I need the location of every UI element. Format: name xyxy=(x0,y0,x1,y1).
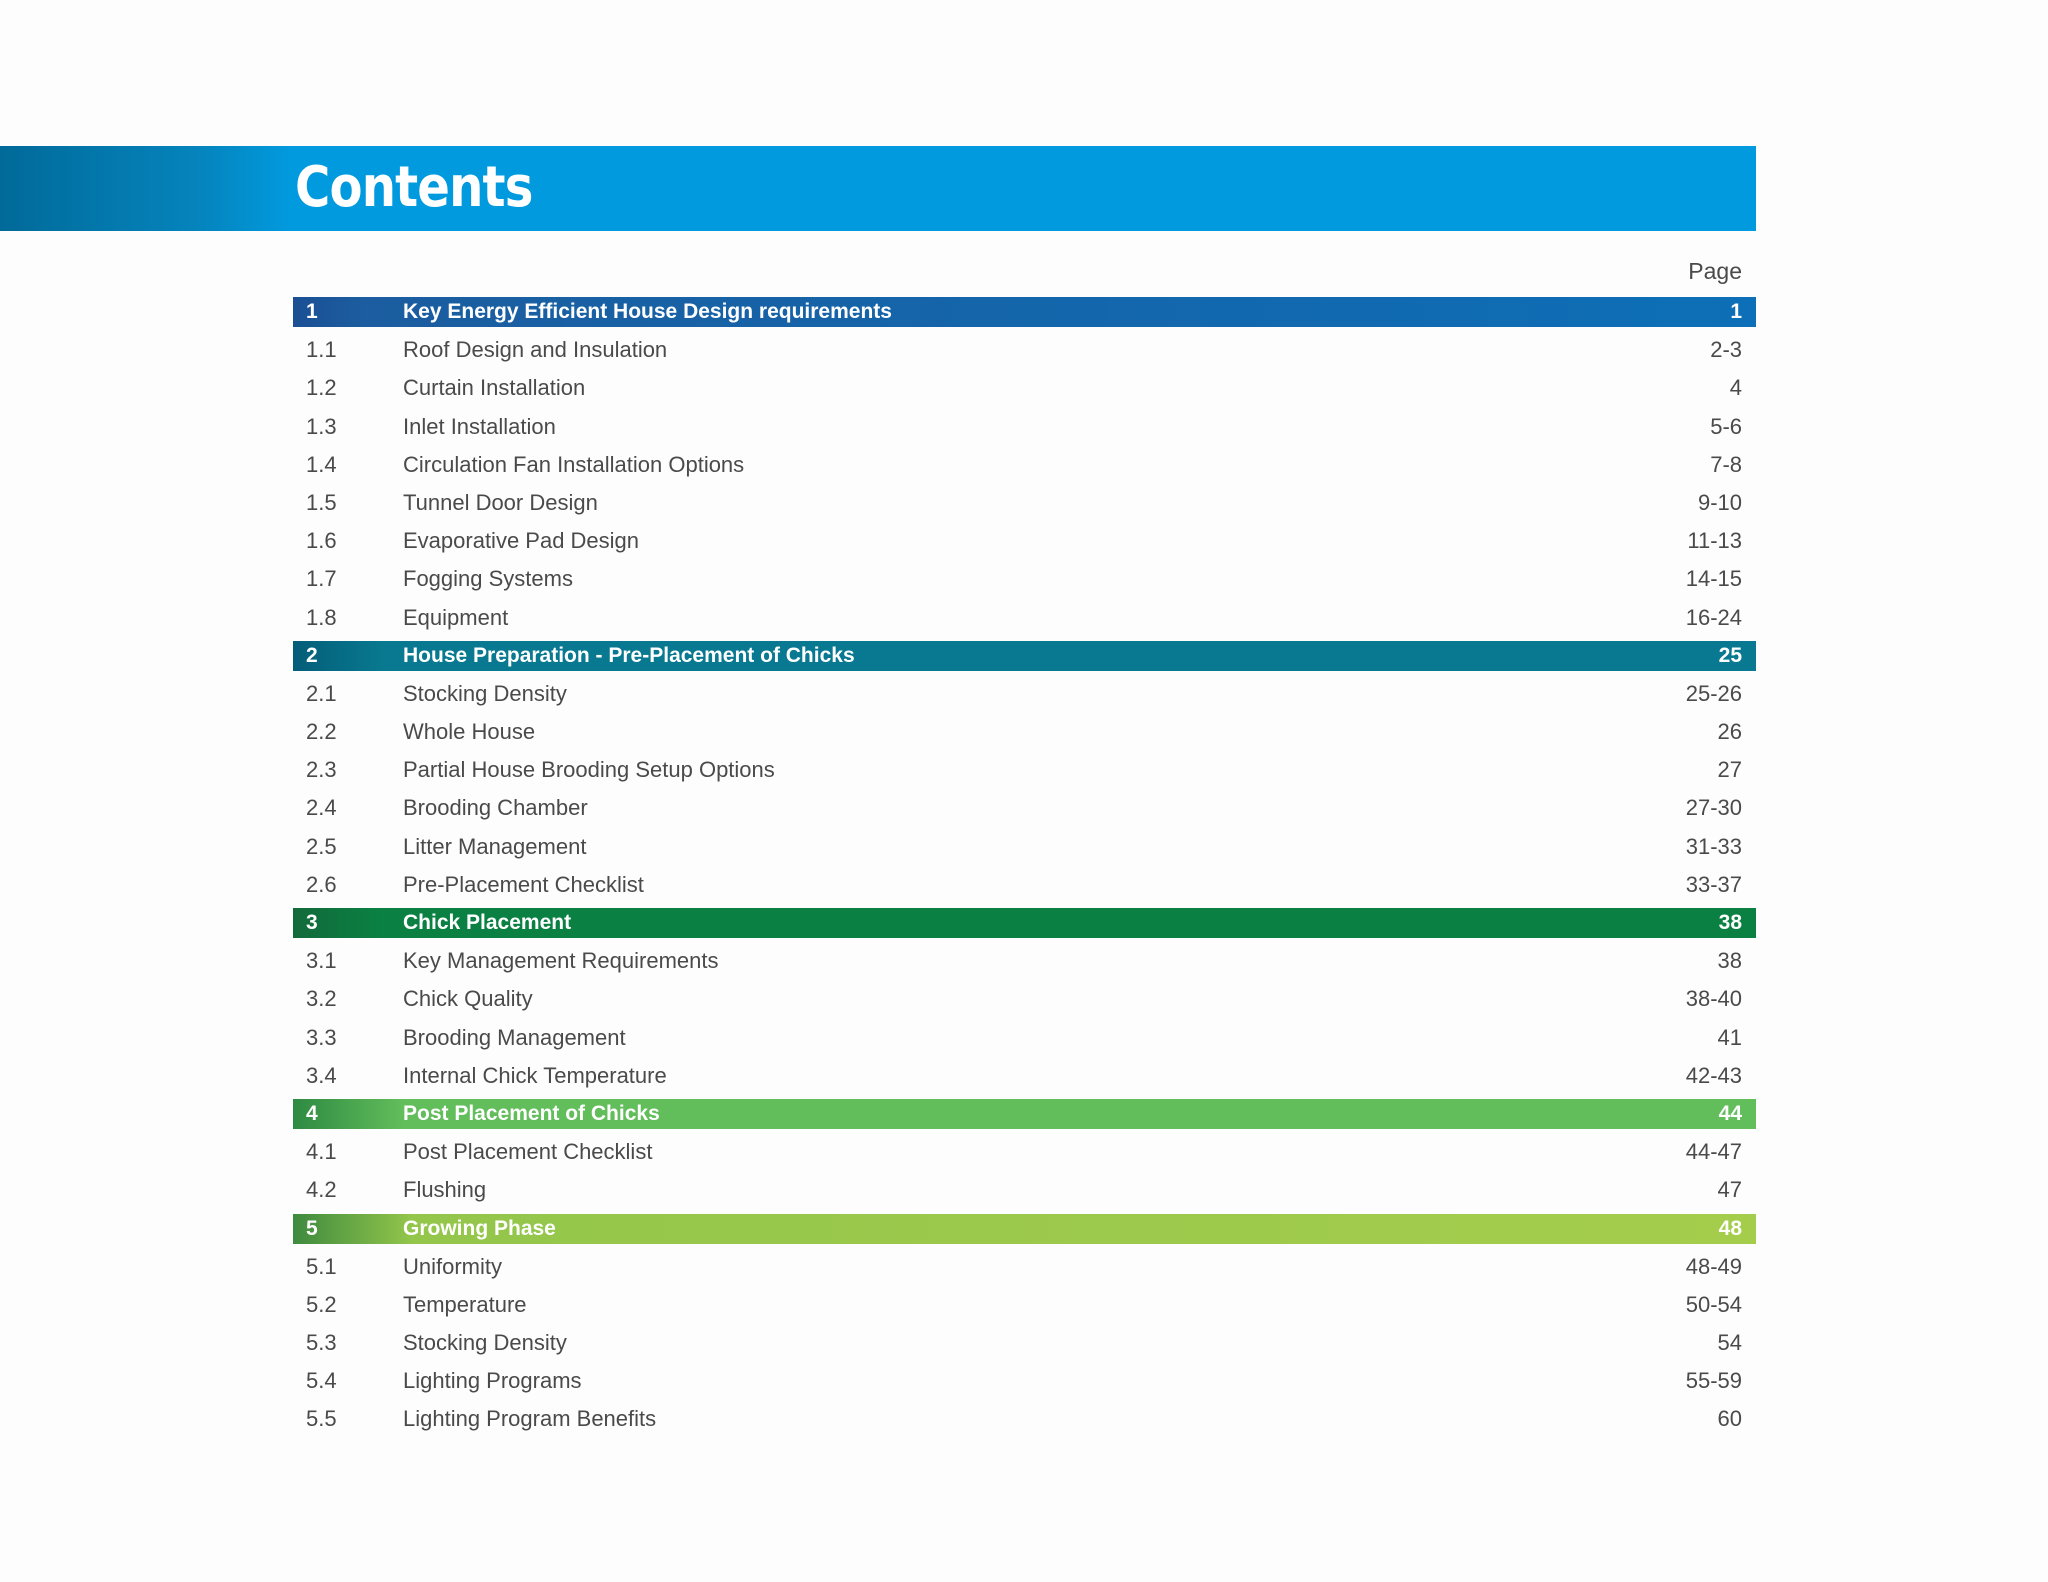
entry-title: Uniformity xyxy=(403,1253,503,1279)
entry-page: 7-8 xyxy=(1710,451,1742,477)
entry-number: 1.5 xyxy=(306,489,337,515)
entry-title: Stocking Density xyxy=(403,680,567,706)
entry-title: Lighting Program Benefits xyxy=(403,1406,657,1432)
entry-page: 27-30 xyxy=(1685,795,1742,821)
toc-entry[interactable] xyxy=(293,1171,1756,1209)
entry-page: 42-43 xyxy=(1685,1062,1742,1088)
entry-page: 14-15 xyxy=(1685,566,1742,592)
section-title: Growing Phase xyxy=(403,1216,556,1240)
entry-number: 1.2 xyxy=(306,375,337,401)
entry-page: 25-26 xyxy=(1685,680,1742,706)
toc-entry[interactable] xyxy=(293,866,1756,904)
section-number: 3 xyxy=(306,911,318,934)
toc-entry[interactable] xyxy=(293,789,1756,827)
entry-number: 3.1 xyxy=(306,948,337,974)
entry-title: Whole House xyxy=(403,719,536,745)
entry-page: 26 xyxy=(1717,719,1742,745)
toc-entry[interactable] xyxy=(293,331,1756,369)
toc-entry[interactable] xyxy=(293,1400,1756,1438)
entry-number: 2.1 xyxy=(306,680,337,706)
entry-title: Partial House Brooding Setup Options xyxy=(403,757,775,783)
entry-number: 5.1 xyxy=(306,1253,337,1279)
toc-entry[interactable] xyxy=(293,1133,1756,1171)
entry-number: 3.4 xyxy=(306,1062,337,1088)
entry-title: Litter Management xyxy=(403,833,587,859)
entry-number: 2.2 xyxy=(306,719,337,745)
entry-title: Key Management Requirements xyxy=(403,948,719,974)
entry-number: 3.3 xyxy=(306,1024,337,1050)
toc-entry[interactable] xyxy=(293,1286,1756,1324)
entry-number: 5.3 xyxy=(306,1330,337,1356)
entry-title: Temperature xyxy=(403,1291,527,1317)
entry-page: 31-33 xyxy=(1685,833,1742,859)
entry-page: 55-59 xyxy=(1685,1368,1742,1394)
toc-entry[interactable] xyxy=(293,1019,1756,1057)
entry-number: 1.7 xyxy=(306,566,337,592)
section-number: 5 xyxy=(306,1216,318,1240)
toc-entry[interactable] xyxy=(293,446,1756,484)
entry-page: 41 xyxy=(1717,1024,1742,1050)
entry-page: 48-49 xyxy=(1685,1253,1742,1279)
title-band xyxy=(0,146,1756,231)
entry-number: 1.3 xyxy=(306,413,337,439)
entry-number: 3.2 xyxy=(306,986,337,1012)
entry-title: Tunnel Door Design xyxy=(403,489,598,515)
entry-title: Equipment xyxy=(403,604,509,630)
section-number: 2 xyxy=(306,643,318,667)
toc-entry[interactable] xyxy=(293,942,1756,980)
entry-title: Flushing xyxy=(403,1177,487,1203)
section-page: 1 xyxy=(1730,300,1742,323)
toc-entry[interactable] xyxy=(293,522,1756,560)
section-number: 1 xyxy=(306,300,318,323)
entry-title: Roof Design and Insulation xyxy=(403,337,668,363)
entry-page: 16-24 xyxy=(1685,604,1742,630)
entry-page: 4 xyxy=(1729,375,1742,401)
entry-page: 5-6 xyxy=(1710,413,1742,439)
section-page: 25 xyxy=(1718,643,1742,667)
toc-entry[interactable] xyxy=(293,828,1756,866)
entry-number: 4.2 xyxy=(306,1177,337,1203)
entry-title: Inlet Installation xyxy=(403,413,556,439)
entry-title: Circulation Fan Installation Options xyxy=(403,451,745,477)
toc-section-4[interactable] xyxy=(293,1095,1756,1133)
page-title: Contents xyxy=(295,155,533,220)
entry-title: Lighting Programs xyxy=(403,1368,582,1394)
entry-title: Curtain Installation xyxy=(403,375,586,401)
section-title: House Preparation - Pre-Placement of Chicks xyxy=(403,643,855,667)
toc-section-5[interactable] xyxy=(293,1210,1756,1248)
entry-number: 1.6 xyxy=(306,528,337,554)
entry-page: 60 xyxy=(1717,1406,1742,1432)
toc-entry[interactable] xyxy=(293,751,1756,789)
entry-number: 2.3 xyxy=(306,757,337,783)
entry-page: 11-13 xyxy=(1687,528,1742,554)
entry-number: 1.4 xyxy=(306,451,337,477)
table-of-contents xyxy=(293,293,1756,1439)
entry-number: 5.2 xyxy=(306,1291,337,1317)
entry-page: 33-37 xyxy=(1685,871,1742,897)
entry-page: 47 xyxy=(1717,1177,1742,1203)
entry-number: 4.1 xyxy=(306,1139,337,1165)
section-page: 44 xyxy=(1718,1101,1742,1125)
toc-entry[interactable] xyxy=(293,1362,1756,1400)
entry-page: 38 xyxy=(1717,948,1742,974)
entry-number: 5.4 xyxy=(306,1368,337,1394)
entry-page: 50-54 xyxy=(1685,1291,1742,1317)
entry-number: 1.1 xyxy=(306,337,337,363)
toc-entry[interactable] xyxy=(293,1057,1756,1095)
entry-title: Stocking Density xyxy=(403,1330,567,1356)
toc-section-2[interactable] xyxy=(293,637,1756,675)
section-page: 38 xyxy=(1718,911,1742,934)
entry-number: 2.5 xyxy=(306,833,337,859)
toc-entry[interactable] xyxy=(293,484,1756,522)
entry-number: 2.4 xyxy=(306,795,337,821)
entry-page: 27 xyxy=(1717,757,1742,783)
entry-title: Chick Quality xyxy=(403,986,533,1012)
toc-entry[interactable] xyxy=(293,675,1756,713)
toc-entry[interactable] xyxy=(293,1324,1756,1362)
entry-page: 38-40 xyxy=(1685,986,1742,1012)
toc-entry[interactable] xyxy=(293,369,1756,407)
entry-title: Brooding Management xyxy=(403,1024,626,1050)
entry-page: 2-3 xyxy=(1710,337,1742,363)
toc-entry[interactable] xyxy=(293,980,1756,1018)
toc-entry[interactable] xyxy=(293,560,1756,598)
entry-page: 9-10 xyxy=(1697,489,1742,515)
entry-page: 44-47 xyxy=(1685,1139,1742,1165)
toc-entry[interactable] xyxy=(293,599,1756,637)
section-page: 48 xyxy=(1718,1216,1742,1240)
toc-entry[interactable] xyxy=(293,1248,1756,1286)
section-title: Chick Placement xyxy=(403,911,572,934)
entry-number: 5.5 xyxy=(306,1406,337,1432)
toc-section-3[interactable] xyxy=(293,904,1756,942)
entry-title: Post Placement Checklist xyxy=(403,1139,653,1165)
toc-entry[interactable] xyxy=(293,408,1756,446)
entry-title: Pre-Placement Checklist xyxy=(403,871,644,897)
entry-title: Internal Chick Temperature xyxy=(403,1062,667,1088)
section-title: Post Placement of Chicks xyxy=(403,1101,660,1125)
section-number: 4 xyxy=(306,1101,318,1125)
entry-title: Fogging Systems xyxy=(403,566,573,592)
toc-entry[interactable] xyxy=(293,713,1756,751)
entry-number: 2.6 xyxy=(306,871,337,897)
page-column-label: Page xyxy=(1688,258,1742,284)
toc-section-1[interactable] xyxy=(293,293,1756,331)
entry-title: Brooding Chamber xyxy=(403,795,588,821)
entry-title: Evaporative Pad Design xyxy=(403,528,640,554)
section-title: Key Energy Efficient House Design requirements xyxy=(403,300,892,323)
entry-number: 1.8 xyxy=(306,604,337,630)
entry-page: 54 xyxy=(1717,1330,1742,1356)
